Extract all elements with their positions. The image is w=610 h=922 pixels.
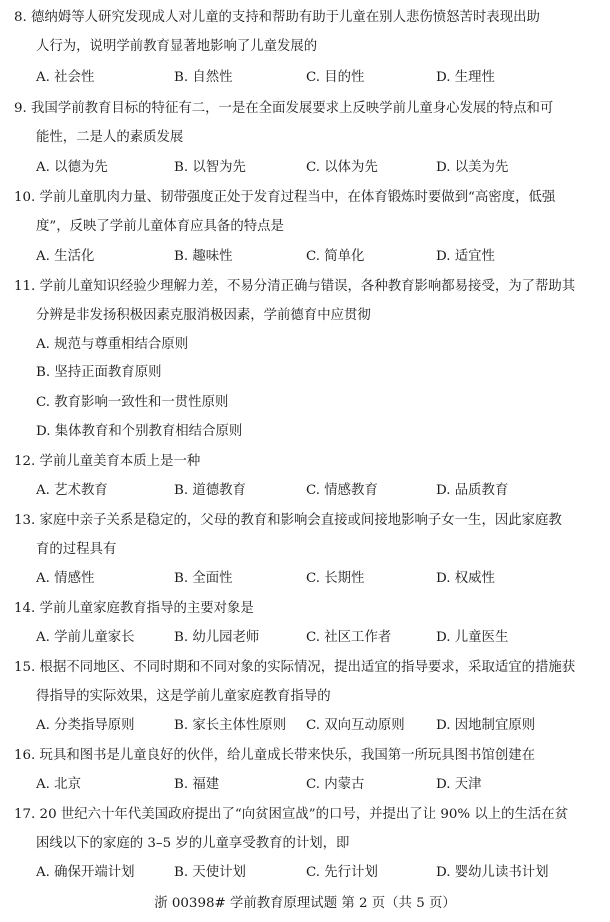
question-15-option-b: B. 家长主体性原则 [174,718,287,733]
question-11-option-b: B. 坚持正面教育原则 [36,365,162,380]
question-14-stem-line-1: 14. 学前儿童家庭教育指导的主要对象是 [14,601,254,616]
question-17-option-d: D. 婴幼儿读书计划 [436,865,549,880]
question-8-stem-line-1: 8. 德纳姆等人研究发现成人对儿童的支持和帮助有助于儿童在别人悲伤愤怒苦时表现出助 [14,10,540,25]
question-14-option-b: B. 幼儿园老师 [174,630,260,645]
question-15-option-c: C. 双向互动原则 [306,718,405,733]
question-8-option-b: B. 自然性 [174,70,233,85]
question-8-options [36,66,596,90]
question-17-option-c: C. 先行计划 [306,865,378,880]
question-11-stem-line-2: 分辨是非发扬积极因素克服消极因素，学前德育中应贯彻 [36,308,371,323]
question-13-options [36,567,596,591]
question-14-option-a: A. 学前儿童家长 [36,630,135,645]
question-12-option-d: D. 品质教育 [436,483,509,498]
question-17-stem-line-2: 困线以下的家庭的 3–5 岁的儿童享受教育的计划，即 [36,836,350,851]
question-12-options [36,479,596,503]
question-11-stem-line-1: 11. 学前儿童知识经验少理解力差，不易分清正确与错误，各种教育影响都易接受，为了帮助其 [14,279,576,294]
question-15-stem-line-1: 15. 根据不同地区、不同时期和不同对象的实际情况，提出适宜的指导要求，采取适宜的措施获 [14,660,576,675]
question-9-option-c: C. 以体为先 [306,160,378,175]
question-11-option-d: D. 集体教育和个别教育相结合原则 [36,424,243,439]
question-11-option-a: A. 规范与尊重相结合原则 [36,337,189,352]
question-16-option-d: D. 天津 [436,777,482,792]
question-13-option-d: D. 权威性 [436,571,495,586]
question-14-option-d: D. 儿童医生 [436,630,509,645]
question-16-stem-line-1: 16. 玩具和图书是儿童良好的伙伴，给儿童成长带来快乐，我国第一所玩具图书馆创建在 [14,748,536,763]
question-8-option-a: A. 社会性 [36,70,95,85]
question-17-stem-line-1: 17. 20 世纪六十年代美国政府提出了“向贫困宣战”的口号，并提出了让 90% 以上的生活在贫 [14,807,569,822]
question-17-options [36,861,596,885]
question-12-option-c: C. 情感教育 [306,483,378,498]
question-12-stem-line-1: 12. 学前儿童美育本质上是一种 [14,454,201,469]
question-13-option-c: C. 长期性 [306,571,365,586]
question-15-stem-line-2: 得指导的实际效果，这是学前儿童家庭教育指导的 [36,689,331,704]
question-13-stem-line-2: 育的过程具有 [36,542,117,557]
question-10-option-c: C. 简单化 [306,249,365,264]
question-13-option-a: A. 情感性 [36,571,95,586]
question-14-options [36,626,596,650]
question-12-option-b: B. 道德教育 [174,483,246,498]
question-9-option-a: A. 以德为先 [36,160,108,175]
question-17-option-a: A. 确保开端计划 [36,865,135,880]
question-13-option-b: B. 全面性 [174,571,233,586]
question-10-options [36,245,596,269]
question-10-option-d: D. 适宜性 [436,249,495,264]
question-17-option-b: B. 天使计划 [174,865,246,880]
question-10-option-a: A. 生活化 [36,249,95,264]
question-15-option-d: D. 因地制宜原则 [436,718,536,733]
question-11-option-c: C. 教育影响一致性和一贯性原则 [36,395,229,410]
question-8-option-d: D. 生理性 [436,70,495,85]
question-12-option-a: A. 艺术教育 [36,483,108,498]
question-10-stem-line-2: 度”，反映了学前儿童体育应具备的特点是 [36,219,284,234]
question-10-stem-line-1: 10. 学前儿童肌肉力量、韧带强度正处于发育过程当中，在体育锻炼时要做到“高密度，低强 [14,190,556,205]
question-16-option-b: B. 福建 [174,777,220,792]
question-10-option-b: B. 趣味性 [174,249,233,264]
question-9-options [36,156,596,180]
question-13-stem-line-1: 13. 家庭中亲子关系是稳定的，父母的教育和影响会直接或间接地影响子女一生，因此家庭教 [14,513,562,528]
page-footer: 浙 00398# 学前教育原理试题 第 2 页（共 5 页） [154,896,456,911]
question-15-options [36,714,596,738]
question-16-options [36,773,596,797]
question-15-option-a: A. 分类指导原则 [36,718,135,733]
question-9-stem-line-2: 能性，二是人的素质发展 [36,130,184,145]
question-9-stem-line-1: 9. 我国学前教育目标的特征有二，一是在全面发展要求上反映学前儿童身心发展的特点和可 [14,101,554,116]
question-9-option-d: D. 以美为先 [436,160,509,175]
question-8-stem-line-2: 人行为，说明学前教育显著地影响了儿童发展的 [36,39,318,54]
question-16-option-c: C. 内蒙古 [306,777,365,792]
question-16-option-a: A. 北京 [36,777,81,792]
question-9-option-b: B. 以智为先 [174,160,246,175]
question-14-option-c: C. 社区工作者 [306,630,392,645]
question-8-option-c: C. 目的性 [306,70,365,85]
